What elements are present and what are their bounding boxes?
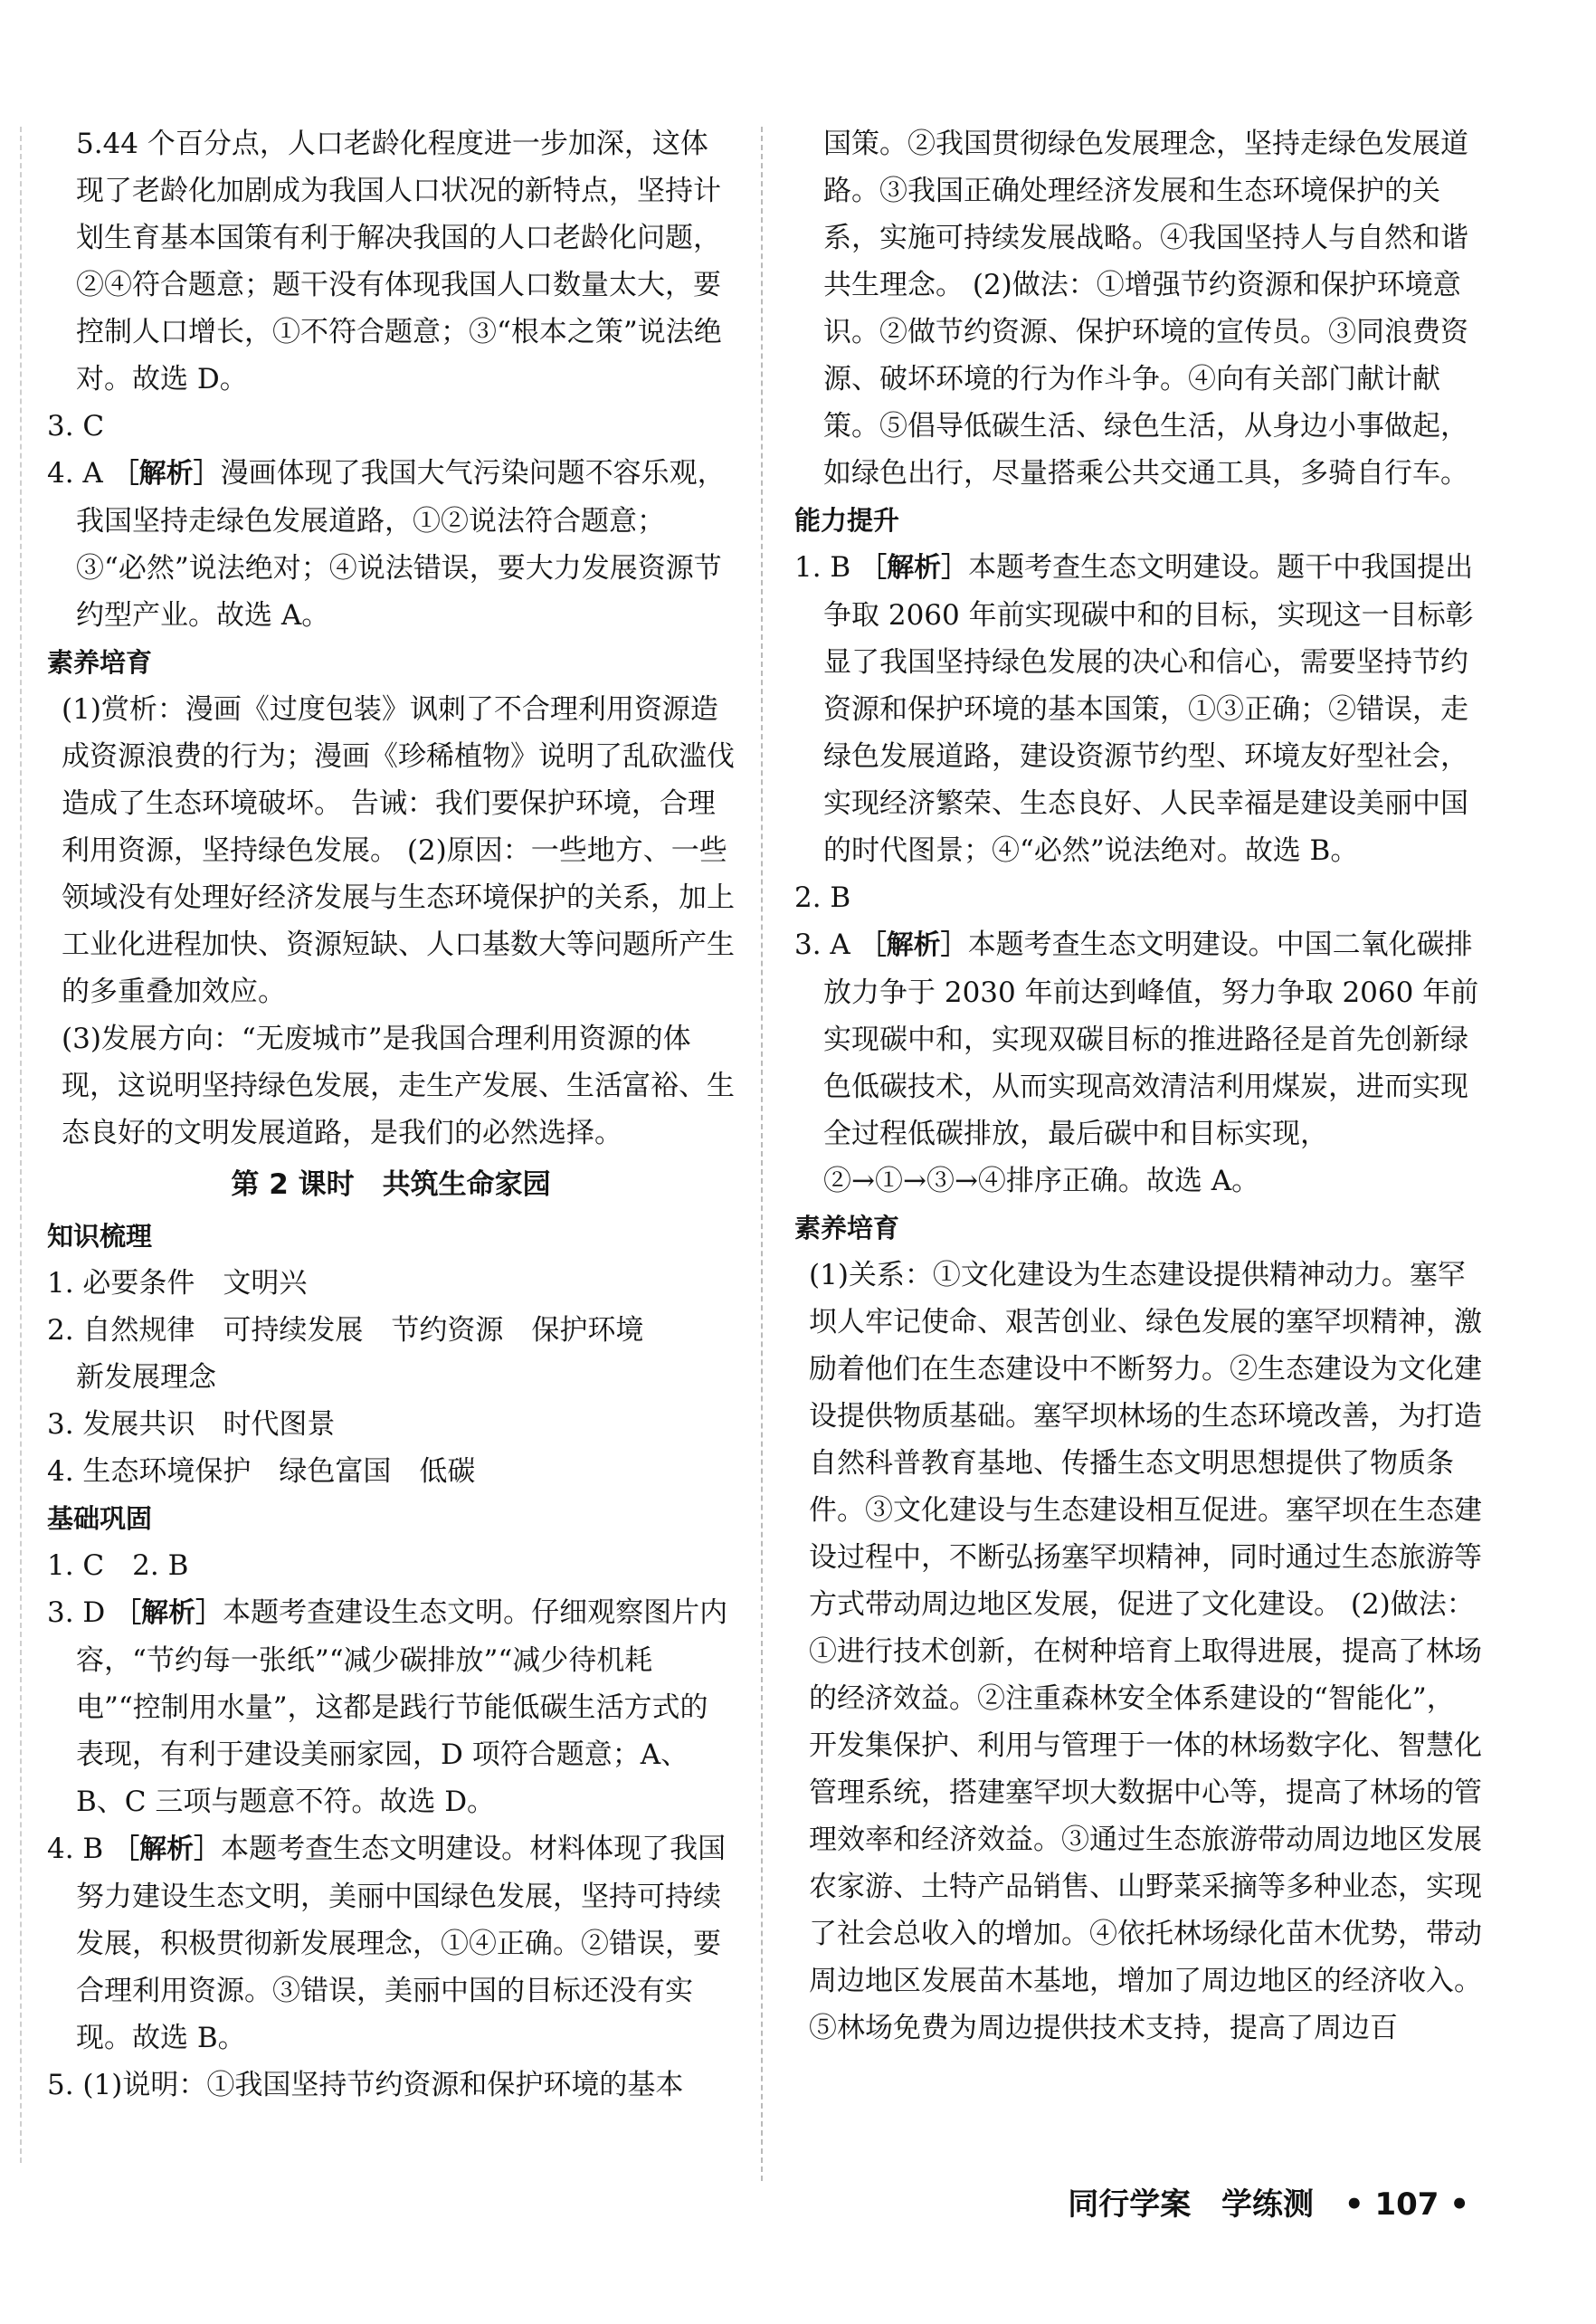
section-heading: 素养培育 (794, 1213, 900, 1243)
page-number: • 107 • (1344, 2186, 1469, 2223)
answer-item: 1. C 2. B (47, 1549, 189, 1582)
section-heading: 知识梳理 (47, 1221, 153, 1252)
answer-number: 4. B (47, 1833, 104, 1865)
binding-edge-mark (20, 127, 22, 2163)
answer-item: 2. B (794, 881, 851, 914)
analysis-tag: ［解析］ (859, 929, 968, 961)
answer-text: 国策。②我国贯彻绿色发展理念，坚持走绿色发展道路。③我国正确处理经济发展和生态环境保护的关系，实施可持续发展战略。④我国坚持人与自然和谐共生理念。 (2)做法：①增强节约资源和保护环境意识。②做节约资源、保护环境的宣传员。③同浪费资源、破坏环境的行为作斗争。④向有关部门献计献策。⑤倡导低碳生活、绿色生活，从身边小事做起，如绿色出行，尽量搭乘公共交通工具，多骑自行车。 (823, 128, 1468, 490)
answer-item: 3. 发展共识 时代图景 (47, 1408, 336, 1441)
answer-item (794, 921, 1482, 1205)
analysis-text: 本题考查生态文明建设。材料体现了我国努力建设生态文明，美丽中国绿色发展，坚持可持续发展，积极贯彻新发展理念，①④正确。②错误，要合理利用资源。③错误，美丽中国的目标还没有实现。故选 B。 (76, 1833, 727, 2054)
analysis-tag: ［解析］ (860, 552, 969, 584)
section-heading: 素养培育 (47, 647, 153, 678)
analysis-tag: ［解析］ (114, 1597, 223, 1629)
lesson-title: 第 2 课时 共筑生命家园 (231, 1168, 551, 1201)
right-column (794, 120, 1482, 2052)
answer-text: 5.44 个百分点，人口老龄化程度进一步加深，这体现了老龄化加剧成为我国人口状况的新特点，坚持计划生育基本国策有利于解决我国的人口老龄化问题，②④符合题意；题干没有体现我国人口数量太大，要控制人口增长，①不符合题意；③“根本之策”说法绝对。故选 D。 (76, 128, 722, 395)
analysis-text: 本题考查建设生态文明。仔细观察图片内容，“节约每一张纸”“减少碳排放”“减少待机耗电”“控制用水量”，这都是践行节能低碳生活方式的表现，有利于建设美丽家园，D 项符合题意；A、B、C 三项与题意不符。故选 D。 (76, 1596, 728, 1818)
answer-item: 5. (1)说明：①我国坚持节约资源和保护环境的基本 (47, 2069, 684, 2101)
left-column (47, 120, 735, 2109)
answer-number: 4. A (47, 457, 103, 490)
answer-number: 1. B (794, 551, 851, 584)
answer-item: 新发展理念 (76, 1361, 216, 1394)
answer-item: 1. 必要条件 文明兴 (47, 1267, 308, 1300)
answer-item (47, 1825, 735, 2062)
footer-series: 学练测 (1221, 2186, 1315, 2223)
analysis-text: 本题考查生态文明建设。题干中我国提出争取 2060 年前实现碳中和的目标，实现这一目标彰显了我国坚持绿色发展的决心和信心，需要坚持节约资源和保护环境的基本国策，①③正确；②错误，走绿色发展道路，建设资源节约型、环境友好型社会，实现经济繁荣、生态良好、人民幸福是建设美丽中国的时代图景；④“必然”说法绝对。故选 B。 (823, 551, 1474, 867)
analysis-text: 本题考查生态文明建设。中国二氧化碳排放力争于 2030 年前达到峰值，努力争取 2060 年前实现碳中和，实现双碳目标的推进路径是首先创新绿色低碳技术，从而实现高效清洁利用煤炭，进而实现全过程低碳排放，最后碳中和目标实现，②→①→③→④排序正确。故选 A。 (823, 929, 1479, 1197)
answer-text: (1)关系：①文化建设为生态建设提供精神动力。塞罕坝人牢记使命、艰苦创业、绿色发展的塞罕坝精神，激励着他们在生态建设中不断努力。②生态建设为文化建设提供物质基础。塞罕坝林场的生态环境改善，为打造自然科普教育基地、传播生态文明思想提供了物质条件。③文化建设与生态建设相互促进。塞罕坝在生态建设过程中，不断弘扬塞罕坝精神，同时通过生态旅游等方式带动周边地区发展，促进了文化建设。 (2)做法：①进行技术创新，在树种培育上取得进展，提高了林场的经济效益。②注重森林安全体系建设的“智能化”，开发集保护、利用与管理于一体的林场数字化、智慧化管理系统，搭建塞罕坝大数据中心等，提高了林场的管理效率和经济效益。③通过生态旅游带动周边地区发展农家游、土特产品销售、山野菜采摘等多种业态，实现了社会总收入的增加。④依托林场绿化苗木优势，带动周边地区发展苗木基地，增加了周边地区的经济收入。⑤林场免费为周边提供技术支持，提高了周边百 (809, 1259, 1482, 2044)
analysis-text: 漫画体现了我国大气污染问题不容乐观，我国坚持走绿色发展道路，①②说法符合题意；③“必然”说法绝对；④说法错误，要大力发展资源节约型产业。故选 A。 (76, 457, 726, 632)
answer-number: 3. D (47, 1596, 106, 1629)
section-heading: 基础巩固 (47, 1503, 153, 1534)
column-divider (761, 127, 763, 2181)
answer-item (47, 450, 735, 639)
page-footer (1068, 2179, 1469, 2224)
answer-item: 3. C (47, 410, 105, 443)
section-heading: 能力提升 (794, 505, 900, 536)
answer-number: 3. A (794, 929, 850, 961)
answer-item (47, 1589, 735, 1825)
answer-item: 4. 生态环境保护 绿色富国 低碳 (47, 1455, 476, 1488)
answer-item (794, 544, 1482, 874)
answer-text: (1)赏析：漫画《过度包装》讽刺了不合理利用资源造成资源浪费的行为；漫画《珍稀植物》说明了乱砍滥伐造成了生态环境破坏。 告诫：我们要保护环境，合理利用资源，坚持绿色发展。 (2)原因：一些地方、一些领域没有处理好经济发展与生态环境保护的关系，加上工业化进程加快、资源短缺、人口基数大等问题所产生的多重叠加效应。 (62, 693, 735, 1008)
analysis-tag: ［解析］ (111, 458, 221, 490)
answer-item: 2. 自然规律 可持续发展 节约资源 保护环境 (47, 1314, 644, 1347)
answer-text: (3)发展方向：“无废城市”是我国合理利用资源的体现，这说明坚持绿色发展，走生产发展、生活富裕、生态良好的文明发展道路，是我们的必然选择。 (62, 1023, 735, 1149)
footer-brand: 同行学案 (1068, 2186, 1192, 2223)
analysis-tag: ［解析］ (112, 1833, 222, 1865)
